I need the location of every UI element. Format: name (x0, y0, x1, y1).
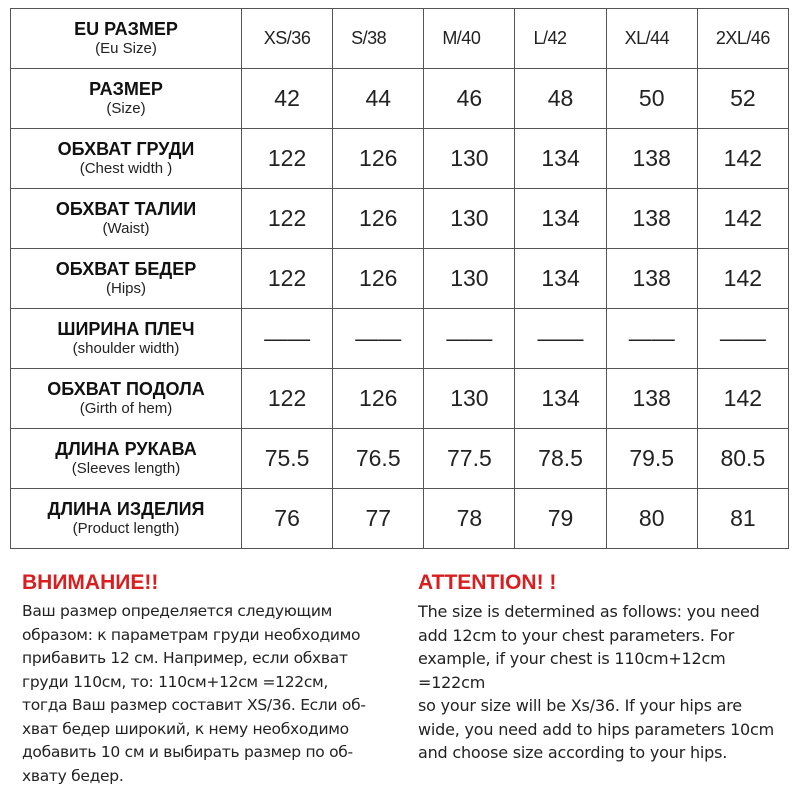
table-row (11, 69, 789, 129)
cell-value: 80.5 (720, 445, 766, 471)
cell-value: 134 (541, 205, 580, 231)
value-cell (424, 369, 515, 429)
row-label-ru: ДЛИНА ИЗДЕЛИЯ (47, 499, 205, 519)
value-cell (333, 309, 424, 369)
header-row (11, 9, 789, 69)
cell-value: 42 (274, 85, 300, 111)
value-cell (515, 249, 606, 309)
size-header: 2XL/46 (715, 28, 770, 48)
row-label-cell (11, 69, 242, 129)
cell-value: 122 (267, 205, 307, 231)
row-label-cell (11, 429, 242, 489)
notice-line: add 12cm to your chest parameters. For (418, 625, 735, 645)
value-cell (606, 129, 697, 189)
notice-russian (22, 568, 410, 788)
table-row (11, 429, 789, 489)
row-label-en: (Sleeves length) (71, 460, 181, 477)
cell-value: 130 (450, 385, 489, 411)
cell-value: 79.5 (629, 445, 675, 471)
cell-value: 122 (267, 145, 307, 171)
row-label-en: (Girth of hem) (79, 400, 173, 417)
row-label-en: (Chest width ) (79, 160, 173, 177)
value-cell (697, 129, 788, 189)
cell-value: 142 (723, 205, 763, 231)
value-cell (697, 369, 788, 429)
size-header-cell (333, 9, 424, 69)
notice-line: The size is determined as follows: you need (418, 602, 760, 621)
size-header-cell (606, 9, 697, 69)
notice-title-ru: ВНИМАНИЕ!! (22, 571, 159, 594)
row-label-ru: ДЛИНА РУКАВА (55, 439, 197, 459)
value-cell (424, 249, 515, 309)
size-header-cell (424, 9, 515, 69)
notice-body-ru (22, 600, 410, 788)
header-label-cell (11, 9, 242, 69)
cell-value: 122 (267, 265, 307, 291)
cell-value: 78.5 (538, 445, 583, 471)
cell-value: 46 (456, 85, 483, 111)
cell-value: 50 (638, 85, 665, 111)
cell-value: 134 (541, 145, 580, 171)
row-label-en: (shoulder width) (72, 340, 180, 357)
notice-line: груди 110см, то: 110см+12см =122см, (22, 672, 329, 691)
cell-value: —— (355, 325, 402, 351)
table-row (11, 249, 789, 309)
row-label-cell (11, 129, 242, 189)
cell-value: 142 (723, 385, 763, 411)
cell-value: 76 (274, 505, 300, 531)
value-cell (697, 489, 788, 549)
size-header: S/38 (351, 28, 387, 48)
table-row (11, 129, 789, 189)
value-cell (333, 489, 424, 549)
value-cell (515, 489, 606, 549)
notice-line: and choose size according to your hips. (418, 743, 728, 762)
value-cell (242, 69, 333, 129)
size-chart-table (10, 8, 789, 549)
value-cell (333, 69, 424, 129)
value-cell (606, 429, 697, 489)
cell-value: 122 (267, 385, 307, 411)
value-cell (424, 429, 515, 489)
value-cell (697, 69, 788, 129)
notice-body-en (418, 600, 796, 765)
cell-value: 76.5 (355, 445, 401, 471)
value-cell (515, 309, 606, 369)
row-label-en: (Size) (106, 100, 146, 117)
value-cell (606, 69, 697, 129)
value-cell (515, 369, 606, 429)
table-row (11, 309, 789, 369)
value-cell (242, 129, 333, 189)
notice-line: прибавить 12 см. Например, если обхват (22, 649, 348, 667)
cell-value: 138 (632, 265, 671, 291)
value-cell (697, 249, 788, 309)
value-cell (242, 189, 333, 249)
size-header: XL/44 (624, 28, 670, 48)
row-label-ru: ОБХВАТ ПОДОЛА (47, 379, 205, 399)
cell-value: 126 (359, 145, 398, 171)
cell-value: 134 (541, 385, 580, 411)
row-label-cell (11, 369, 242, 429)
value-cell (242, 429, 333, 489)
value-cell (697, 429, 788, 489)
value-cell (333, 369, 424, 429)
cell-value: 138 (632, 205, 671, 231)
value-cell (606, 309, 697, 369)
cell-value: 52 (730, 85, 756, 111)
value-cell (515, 129, 606, 189)
value-cell (424, 489, 515, 549)
cell-value: 130 (450, 265, 489, 291)
value-cell (515, 69, 606, 129)
value-cell (333, 189, 424, 249)
notice-english (418, 568, 796, 765)
value-cell (606, 249, 697, 309)
row-label-ru: ШИРИНА ПЛЕЧ (57, 319, 195, 339)
cell-value: 80 (638, 505, 665, 531)
notice-line: so your size will be Xs/36. If your hips are (418, 696, 742, 715)
value-cell (606, 369, 697, 429)
size-header: M/40 (442, 28, 481, 48)
row-label-cell (11, 249, 242, 309)
value-cell (242, 489, 333, 549)
row-label-en: (Product length) (72, 520, 180, 537)
cell-value: —— (264, 325, 311, 351)
notice-line: добавить 10 см и выбирать размер по об- (22, 743, 353, 761)
notice-line: тогда Ваш размер составит XS/36. Если об- (22, 696, 366, 714)
cell-value: 75.5 (264, 445, 310, 471)
value-cell (333, 429, 424, 489)
size-header-cell (242, 9, 333, 69)
notice-line: хвату бедер. (22, 766, 124, 785)
notice-line: образом: к параметрам груди необходимо (22, 625, 361, 644)
notice-line: example, if your chest is 110cm+12cm =122cm (418, 649, 726, 692)
value-cell (424, 189, 515, 249)
cell-value: 79 (547, 505, 574, 531)
notice-line: хват бедер широкий, к нему необходимо (22, 719, 349, 738)
value-cell (606, 189, 697, 249)
value-cell (697, 309, 788, 369)
value-cell (515, 429, 606, 489)
row-label-en: (Waist) (102, 220, 150, 237)
value-cell (333, 129, 424, 189)
row-label-cell (11, 489, 242, 549)
cell-value: —— (537, 325, 584, 351)
value-cell (242, 249, 333, 309)
row-label-cell (11, 189, 242, 249)
row-label-ru: ОБХВАТ ГРУДИ (57, 139, 195, 159)
size-header: L/42 (533, 28, 567, 48)
cell-value: 126 (359, 385, 398, 411)
row-label-ru: РАЗМЕР (89, 79, 163, 99)
cell-value: 77 (365, 505, 392, 531)
row-label-ru: ОБХВАТ БЕДЕР (55, 259, 197, 279)
cell-value: 81 (730, 505, 756, 531)
cell-value: —— (628, 325, 675, 351)
cell-value: 78 (456, 505, 483, 531)
cell-value: 130 (450, 205, 489, 231)
value-cell (424, 309, 515, 369)
cell-value: 138 (632, 385, 671, 411)
notice-line: Ваш размер определяется следующим (22, 602, 332, 620)
cell-value: 138 (632, 145, 671, 171)
row-label-cell (11, 309, 242, 369)
cell-value: 77.5 (447, 445, 492, 471)
value-cell (515, 189, 606, 249)
eu-size-label-en: (Eu Size) (95, 40, 157, 57)
cell-value: 126 (359, 265, 398, 291)
notice-line: wide, you need add to hips parameters 10cm (418, 719, 775, 739)
table-row (11, 489, 789, 549)
cell-value: 134 (541, 265, 580, 291)
size-header: XS/36 (263, 28, 311, 48)
value-cell (242, 309, 333, 369)
cell-value: 142 (723, 265, 763, 291)
eu-size-label-ru: EU РАЗМЕР (74, 19, 178, 39)
size-header-cell (515, 9, 606, 69)
value-cell (424, 69, 515, 129)
table-row (11, 189, 789, 249)
size-header-cell (697, 9, 788, 69)
value-cell (424, 129, 515, 189)
cell-value: 130 (450, 145, 489, 171)
cell-value: 142 (723, 145, 763, 171)
cell-value: 126 (359, 205, 398, 231)
cell-value: 44 (365, 85, 392, 111)
value-cell (697, 189, 788, 249)
cell-value: —— (446, 325, 493, 351)
value-cell (242, 369, 333, 429)
notice-title-en: ATTENTION! ! (418, 571, 557, 594)
cell-value: —— (719, 325, 766, 351)
row-label-ru: ОБХВАТ ТАЛИИ (55, 199, 197, 219)
value-cell (606, 489, 697, 549)
value-cell (333, 249, 424, 309)
row-label-en: (Hips) (106, 280, 146, 297)
cell-value: 48 (547, 85, 574, 111)
table-row (11, 369, 789, 429)
